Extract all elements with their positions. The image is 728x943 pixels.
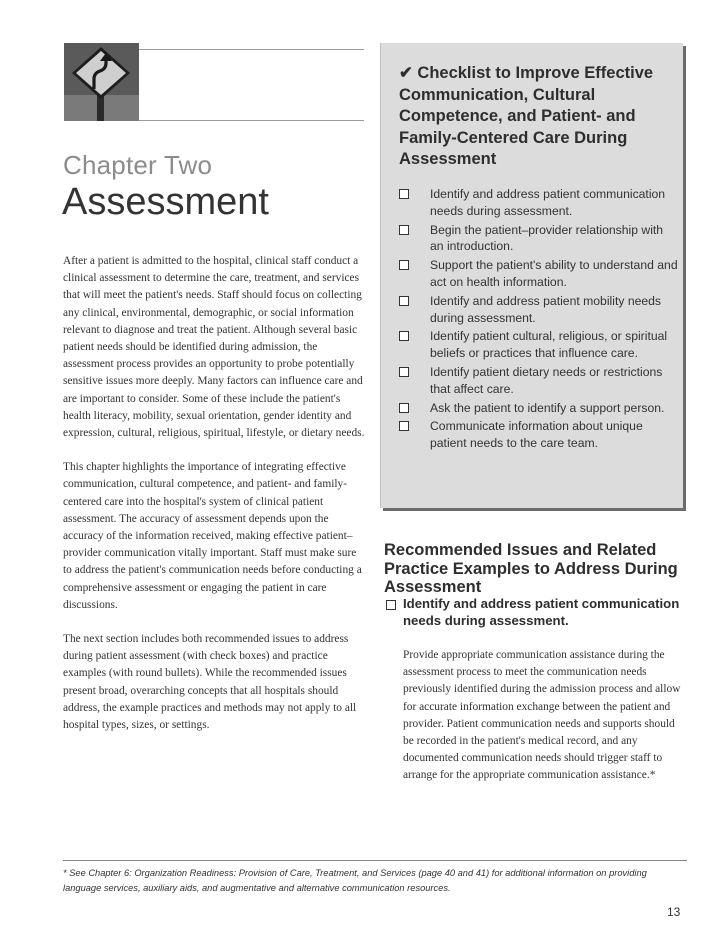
checkbox-icon <box>399 260 409 270</box>
intro-paragraph: This chapter highlights the importance of integrating effective communication, cultural competence, and patient- and family-centered care into the hospital's system of clinical patient assessment. The accuracy of assessment depends upon the accuracy of the information received, making effective patient–provider communication vitally important. Staff must make sure to address the patient's communication needs before conducting a comprehensive assessment or engaging the patient in care discussions. <box>63 461 362 611</box>
checklist-title: ✔ Checklist to Improve Effective Communication, Cultural Competence, and Patient- and Family-Centered Care During Assessment <box>399 64 654 168</box>
checkbox-icon <box>399 421 409 431</box>
recommended-heading: Recommended Issues and Related Practice Examples to Address During Assessment <box>384 541 678 596</box>
checklist-item: Identify patient cultural, religious, or spiritual beliefs or practices that influence care. <box>397 328 679 362</box>
checklist-item: Begin the patient–provider relationship with an introduction. <box>397 222 679 256</box>
intro-paragraph: After a patient is admitted to the hospital, clinical staff conduct a clinical assessment to determine the care, treatment, and services that will meet the patient's needs. Staff should focus on collecting any clinical, environmental, demographic, or social information relevant to diagnose and treat the patient. Although several basic patient needs should be identified during admission, the assessment process provides an opportunity to probe potentially sensitive issues more deeply. Many factors can influence care and are important to consider. Some of these include the patient's health literacy, mobility, sexual orientation, gender identity and expression, cultural, religious, spiritual, lifestyle, or dietary needs. <box>63 255 365 440</box>
recommended-body: Provide appropriate communication assistance during the assessment process to meet the communication needs previously identified during the admission process and allow for accurate information exchange between the patient and provider. Patient communication needs and supports should be recorded in the patient's medical record, and any documented communication needs should trigger staff to arrange for the appropriate communication assistance.* <box>403 649 681 782</box>
header-rule-bottom <box>139 120 364 121</box>
checkbox-icon <box>386 600 396 610</box>
checkbox-icon <box>399 331 409 341</box>
intro-text <box>63 253 368 751</box>
chapter-label: Chapter Two <box>63 150 213 180</box>
checklist-item: Support the patient's ability to understand and act on health information. <box>397 257 679 291</box>
chapter-title: Assessment <box>62 181 269 223</box>
page-number: 13 <box>667 905 681 919</box>
checkbox-icon <box>399 189 409 199</box>
checkbox-icon <box>399 296 409 306</box>
header-rule <box>139 49 364 50</box>
checkbox-icon <box>399 367 409 377</box>
footnote-rule <box>63 860 687 861</box>
checklist-item: Identify and address patient communication needs during assessment. <box>397 186 679 220</box>
checklist-item: Communicate information about unique patient needs to the care team. <box>397 418 679 452</box>
checklist-box <box>380 43 683 508</box>
checklist-item: Identify and address patient mobility needs during assessment. <box>397 293 679 327</box>
checkbox-icon <box>399 403 409 413</box>
winding-road-sign-icon <box>64 43 139 121</box>
checklist-items <box>397 186 679 454</box>
footnote: * See Chapter 6: Organization Readiness: Provision of Care, Treatment, and Services (page 40 and 41) for additional information on providing language services, auxiliary aids, and augmentative and alternative communication resources. <box>63 868 647 893</box>
checklist-item: Identify patient dietary needs or restrictions that affect care. <box>397 364 679 398</box>
checklist-item: Ask the patient to identify a support person. <box>397 400 679 417</box>
checkbox-icon <box>399 225 409 235</box>
intro-paragraph: The next section includes both recommended issues to address during patient assessment (with check boxes) and practice examples (with round bullets). While the recommended issues present broad, overarching concepts that all hospitals should address, the example practices and methods may not apply to all hospital types, sizes, or settings. <box>63 633 357 732</box>
recommended-issue: Identify and address patient communication needs during assessment. <box>384 596 684 630</box>
